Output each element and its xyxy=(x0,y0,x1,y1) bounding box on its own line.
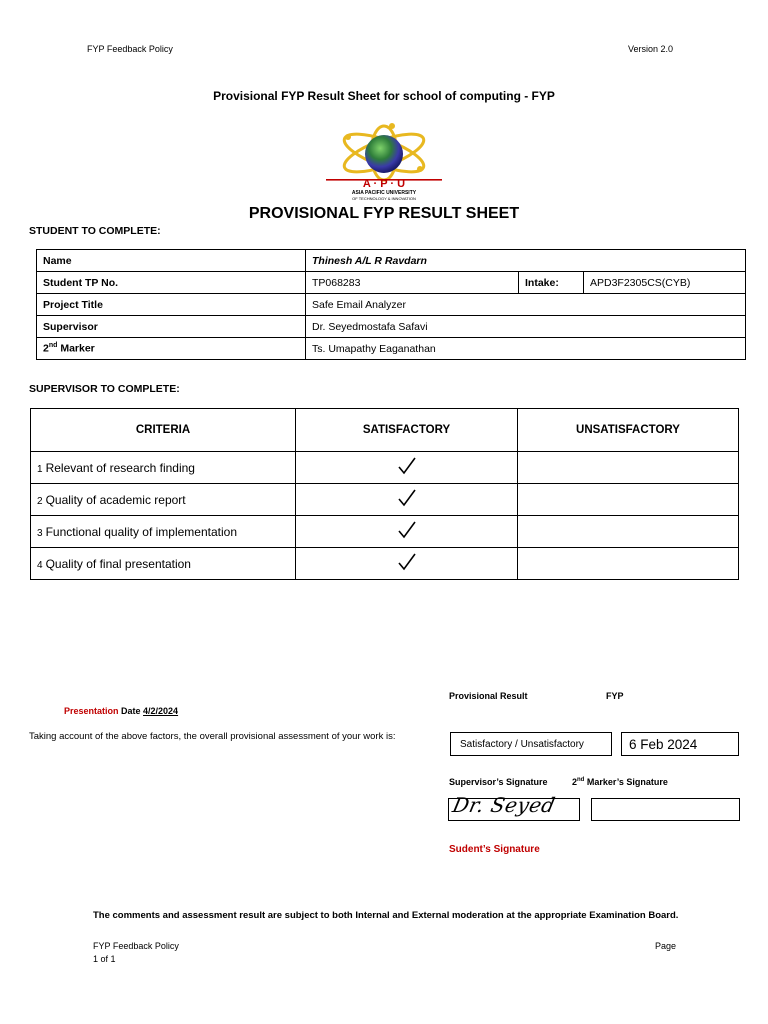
project-value[interactable]: Safe Email Analyzer xyxy=(306,294,746,316)
checkmark-icon xyxy=(397,456,417,476)
supervisor-label: Supervisor xyxy=(37,316,306,338)
footer-page-label: Page xyxy=(655,941,677,951)
marker-signature-box[interactable] xyxy=(591,798,740,821)
satisfactory-cell[interactable] xyxy=(296,516,518,548)
criteria-header-row xyxy=(31,409,739,452)
table-row xyxy=(37,250,746,272)
unsatisfactory-cell[interactable] xyxy=(518,548,739,580)
marker-signature-label: 2nd Marker’s Signature xyxy=(572,777,668,787)
unsatisfactory-header: UNSATISFACTORY xyxy=(518,409,739,452)
provisional-result-label: Provisional Result xyxy=(449,691,528,701)
table-row xyxy=(31,452,739,484)
tp-value[interactable]: TP068283 xyxy=(306,272,519,294)
checkmark-icon xyxy=(397,488,417,508)
criteria-item: 2 Quality of academic report xyxy=(31,484,296,516)
criteria-item: 3 Functional quality of implementation xyxy=(31,516,296,548)
tp-label: Student TP No. xyxy=(37,272,306,294)
globe-atom-icon xyxy=(322,123,446,201)
satisfactory-cell[interactable] xyxy=(296,484,518,516)
criteria-item: 4 Quality of final presentation xyxy=(31,548,296,580)
unsatisfactory-cell[interactable] xyxy=(518,484,739,516)
intake-label: Intake: xyxy=(519,272,584,294)
result-choice-box[interactable]: Satisfactory / Unsatisfactory xyxy=(450,732,612,756)
satisfactory-header: SATISFACTORY xyxy=(296,409,518,452)
unsatisfactory-cell[interactable] xyxy=(518,452,739,484)
intake-value[interactable]: APD3F2305CS(CYB) xyxy=(584,272,746,294)
table-row xyxy=(31,484,739,516)
name-label: Name xyxy=(37,250,306,272)
svg-text:ASIA PACIFIC UNIVERSITY: ASIA PACIFIC UNIVERSITY xyxy=(351,190,417,196)
criteria-header: CRITERIA xyxy=(31,409,296,452)
project-label: Project Title xyxy=(37,294,306,316)
name-value[interactable]: Thinesh A/L R Ravdarn xyxy=(306,250,746,272)
main-title: PROVISIONAL FYP RESULT SHEET xyxy=(248,205,520,222)
apu-logo xyxy=(322,123,446,201)
satisfactory-cell[interactable] xyxy=(296,452,518,484)
table-row xyxy=(37,272,746,294)
checkmark-icon xyxy=(397,520,417,540)
header-policy: FYP Feedback Policy xyxy=(87,44,173,54)
sheet-title: Provisional FYP Result Sheet for school of computing - FYP xyxy=(213,89,555,103)
criteria-table xyxy=(30,408,739,580)
student-signature-label: Sudent’s Signature xyxy=(449,844,540,855)
fyp-label: FYP xyxy=(606,691,624,701)
footer-policy: FYP Feedback Policy xyxy=(93,941,179,951)
checkmark-icon xyxy=(397,552,417,572)
presentation-date: Presentation Date 4/2/2024 xyxy=(64,706,179,716)
assessment-text: Taking account of the above factors, the overall provisional assessment of your work is: xyxy=(29,731,396,742)
supervisor-section-label: SUPERVISOR TO COMPLETE: xyxy=(29,383,180,395)
criteria-item: 1 Relevant of research finding xyxy=(31,452,296,484)
footer-page-count: 1 of 1 xyxy=(93,954,116,964)
table-row xyxy=(31,516,739,548)
supervisor-signature-label: Supervisor’s Signature xyxy=(449,777,548,787)
result-date-box[interactable]: 6 Feb 2024 xyxy=(621,732,739,756)
table-row xyxy=(37,316,746,338)
signature-image: Dr. Seyed xyxy=(450,793,558,817)
table-row xyxy=(31,548,739,580)
table-row xyxy=(37,338,746,360)
unsatisfactory-cell[interactable] xyxy=(518,516,739,548)
table-row xyxy=(37,294,746,316)
supervisor-signature-box[interactable] xyxy=(448,793,580,821)
header-version: Version 2.0 xyxy=(628,44,674,54)
supervisor-value[interactable]: Dr. Seyedmostafa Safavi xyxy=(306,316,746,338)
student-section-label: STUDENT TO COMPLETE: xyxy=(29,225,161,237)
student-info-table xyxy=(36,249,746,360)
svg-text:OF TECHNOLOGY & INNOVATION: OF TECHNOLOGY & INNOVATION xyxy=(352,196,416,201)
svg-text:A · P · U: A · P · U xyxy=(362,178,406,190)
satisfactory-cell[interactable] xyxy=(296,548,518,580)
moderation-note: The comments and assessment result are subject to both Internal and External moderation at the appropriate Examination Board. xyxy=(93,910,679,921)
marker-label: 2nd Marker xyxy=(37,338,306,360)
marker-value[interactable]: Ts. Umapathy Eaganathan xyxy=(306,338,746,360)
